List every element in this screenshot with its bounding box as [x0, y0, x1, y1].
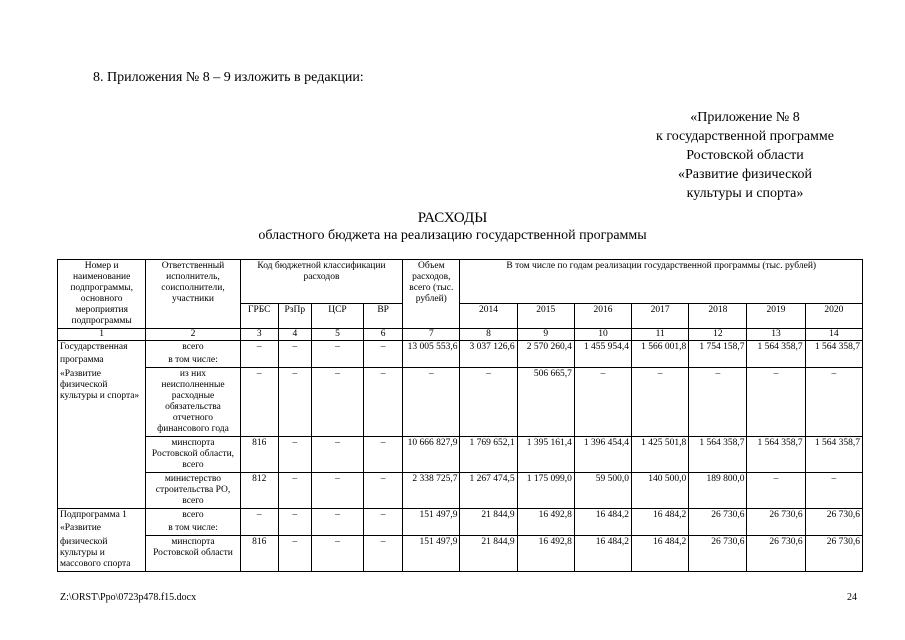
col-number: 14	[805, 329, 862, 341]
col-number: 6	[364, 329, 403, 341]
col-number: 10	[574, 329, 631, 341]
year-cell: 1 564 358,7	[747, 341, 805, 368]
year-cell: 506 665,7	[517, 368, 574, 437]
header-total: Объем расходов, всего (тыс. рублей)	[403, 260, 460, 329]
year-cell: 21 844,9	[460, 536, 517, 572]
year-cell: 26 730,6	[747, 509, 805, 536]
year-cell: 26 730,6	[747, 536, 805, 572]
year-cell: 1 267 474,5	[460, 473, 517, 509]
grbs-cell: –	[240, 509, 278, 536]
program-name: «Развитие физической культуры и спорта»	[58, 368, 146, 509]
col-number: 11	[632, 329, 689, 341]
header-year: 2016	[574, 304, 631, 329]
col-number: 9	[517, 329, 574, 341]
col-number: 4	[278, 329, 311, 341]
header-csr: ЦСР	[311, 304, 363, 329]
header-grbs: ГРБС	[240, 304, 278, 329]
appendix-line: «Приложение № 8	[690, 110, 800, 125]
program-name: программа	[58, 354, 146, 368]
total-cell: 2 338 725,7	[403, 473, 460, 509]
header-vr: ВР	[364, 304, 403, 329]
year-cell: 16 492,8	[517, 509, 574, 536]
header-rzpr: РзПр	[278, 304, 311, 329]
vr-cell: –	[364, 368, 403, 437]
grbs-cell: –	[240, 368, 278, 437]
year-cell: –	[632, 368, 689, 437]
grbs-cell: –	[240, 341, 278, 368]
col-number: 7	[403, 329, 460, 341]
vr-cell: –	[364, 509, 403, 536]
year-cell: 1 566 001,8	[632, 341, 689, 368]
appendix-line: к государственной программе	[656, 129, 834, 144]
executor-cell: минспорта Ростовской области	[146, 536, 240, 572]
table-row	[58, 368, 863, 437]
rzpr-cell: –	[278, 536, 311, 572]
header-year: 2015	[517, 304, 574, 329]
year-cell: –	[689, 368, 747, 437]
col-number: 8	[460, 329, 517, 341]
year-cell: 1 175 099,0	[517, 473, 574, 509]
grbs-cell: 816	[240, 437, 278, 473]
executor-cell: минспорта Ростовской области, всего	[146, 437, 240, 473]
year-cell: 2 570 260,4	[517, 341, 574, 368]
total-cell: 10 666 827,9	[403, 437, 460, 473]
subprogram-name: «Развитие	[58, 522, 146, 536]
year-cell: 26 730,6	[689, 536, 747, 572]
col-number: 3	[240, 329, 278, 341]
header-year: 2017	[632, 304, 689, 329]
appendix-line: культуры и спорта»	[686, 186, 804, 201]
vr-cell: –	[364, 341, 403, 368]
table-row	[58, 509, 863, 523]
year-cell: 1 395 161,4	[517, 437, 574, 473]
year-cell: 1 564 358,7	[747, 437, 805, 473]
executor-cell: из них неисполненные расходные обязательства отчетного финансового года	[146, 368, 240, 437]
csr-cell: –	[311, 509, 363, 536]
table-row	[58, 341, 863, 355]
year-cell: 1 396 454,4	[574, 437, 631, 473]
header-year: 2019	[747, 304, 805, 329]
csr-cell: –	[311, 473, 363, 509]
total-cell: 13 005 553,6	[403, 341, 460, 368]
expenses-table	[57, 259, 863, 572]
header-years-group: В том числе по годам реализации государственной программы (тыс. рублей)	[460, 260, 863, 304]
rzpr-cell: –	[278, 473, 311, 509]
grbs-cell: 812	[240, 473, 278, 509]
table-row	[58, 536, 863, 572]
year-cell: 1 564 358,7	[689, 437, 747, 473]
intro-text: 8. Приложения № 8 – 9 изложить в редакции:	[93, 70, 364, 85]
total-cell: 151 497,9	[403, 536, 460, 572]
year-cell: 1 425 501,8	[632, 437, 689, 473]
appendix-line: Ростовской области	[686, 148, 804, 163]
doc-title: РАСХОДЫ	[417, 210, 488, 226]
year-cell: 59 500,0	[574, 473, 631, 509]
year-cell: 1 455 954,4	[574, 341, 631, 368]
vr-cell: –	[364, 437, 403, 473]
year-cell: –	[805, 473, 862, 509]
year-cell: 16 484,2	[632, 509, 689, 536]
year-cell: 26 730,6	[689, 509, 747, 536]
executor-cell: всего	[146, 509, 240, 523]
table-row	[58, 437, 863, 473]
header-budget-code: Код бюджетной классификации расходов	[240, 260, 403, 304]
year-cell: 1 769 652,1	[460, 437, 517, 473]
year-cell: 1 564 358,7	[805, 437, 862, 473]
year-cell: 189 800,0	[689, 473, 747, 509]
header-year: 2020	[805, 304, 862, 329]
col-number: 13	[747, 329, 805, 341]
column-numbers-row	[58, 329, 863, 341]
file-path: Z:\ORST\Ppo\0723p478.f15.docx	[60, 592, 197, 603]
csr-cell: –	[311, 536, 363, 572]
header-year: 2018	[689, 304, 747, 329]
year-cell: 16 484,2	[632, 536, 689, 572]
year-cell: 16 492,8	[517, 536, 574, 572]
executor-cell: в том числе:	[146, 522, 240, 536]
grbs-cell: 816	[240, 536, 278, 572]
total-cell: –	[403, 368, 460, 437]
year-cell: 3 037 126,6	[460, 341, 517, 368]
csr-cell: –	[311, 341, 363, 368]
executor-cell: министерство строительства РО, всего	[146, 473, 240, 509]
vr-cell: –	[364, 473, 403, 509]
year-cell: 16 484,2	[574, 509, 631, 536]
total-cell: 151 497,9	[403, 509, 460, 536]
year-cell: 26 730,6	[805, 536, 862, 572]
subprogram-name: Подпрограмма 1	[58, 509, 146, 523]
col-number: 12	[689, 329, 747, 341]
header-year: 2014	[460, 304, 517, 329]
year-cell: –	[747, 473, 805, 509]
year-cell: –	[747, 368, 805, 437]
csr-cell: –	[311, 437, 363, 473]
header-executor: Ответственный исполнитель, соисполнители, участники	[146, 260, 240, 329]
year-cell: 1 564 358,7	[805, 341, 862, 368]
csr-cell: –	[311, 368, 363, 437]
rzpr-cell: –	[278, 437, 311, 473]
rzpr-cell: –	[278, 368, 311, 437]
appendix-line: «Развитие физической	[678, 167, 812, 182]
year-cell: 26 730,6	[805, 509, 862, 536]
year-cell: 21 844,9	[460, 509, 517, 536]
year-cell: –	[805, 368, 862, 437]
header-name: Номер и наименование подпрограммы, основного мероприятия подпрограммы	[58, 260, 146, 329]
subprogram-name: физической культуры и массового спорта	[58, 536, 146, 572]
vr-cell: –	[364, 536, 403, 572]
rzpr-cell: –	[278, 341, 311, 368]
table-row	[58, 473, 863, 509]
year-cell: 140 500,0	[632, 473, 689, 509]
doc-subtitle: областного бюджета на реализацию государственной программы	[258, 228, 647, 243]
col-number: 5	[311, 329, 363, 341]
year-cell: 16 484,2	[574, 536, 631, 572]
rzpr-cell: –	[278, 509, 311, 536]
program-name: Государственная	[58, 341, 146, 355]
year-cell: –	[460, 368, 517, 437]
executor-cell: всего	[146, 341, 240, 355]
page-number: 24	[847, 592, 857, 603]
appendix-caption	[590, 108, 900, 203]
col-number: 2	[146, 329, 240, 341]
year-cell: –	[574, 368, 631, 437]
col-number: 1	[58, 329, 146, 341]
year-cell: 1 754 158,7	[689, 341, 747, 368]
executor-cell: в том числе:	[146, 354, 240, 368]
